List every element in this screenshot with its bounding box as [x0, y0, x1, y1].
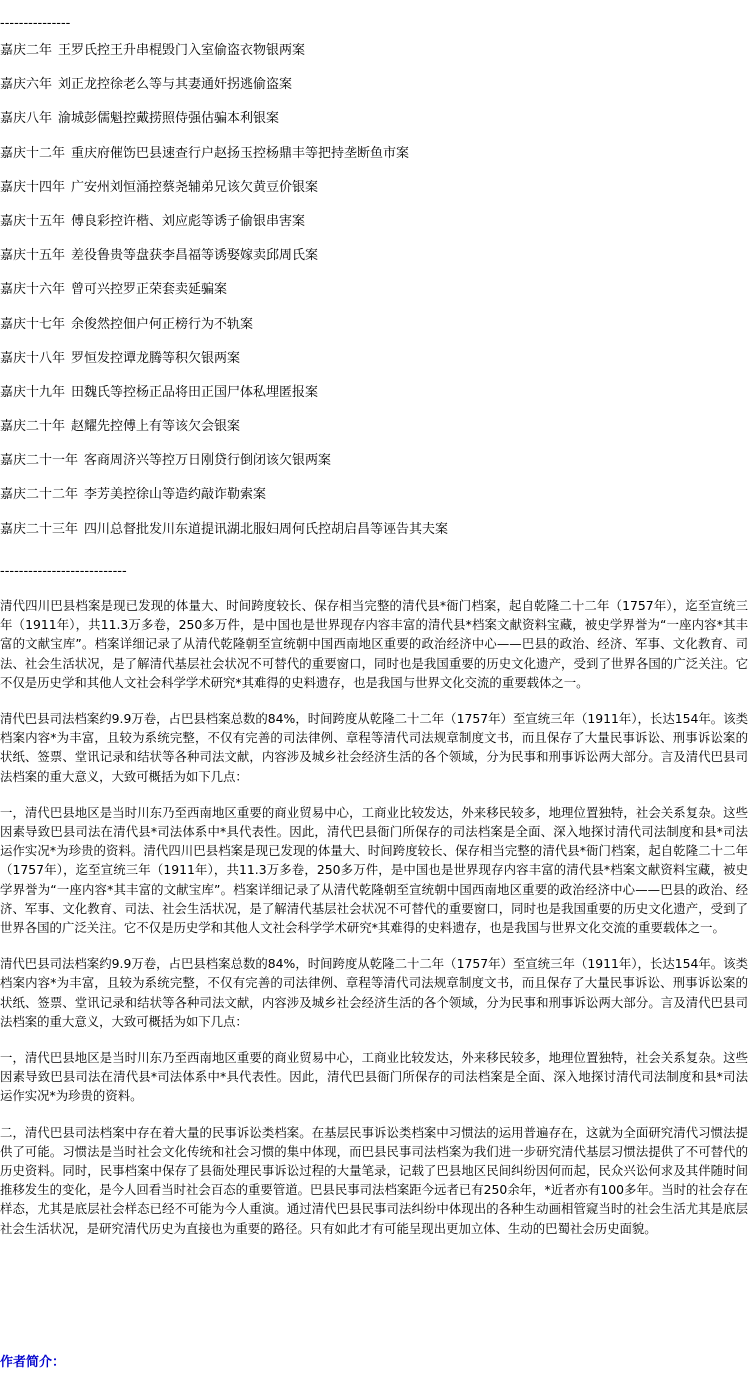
case-reign: 嘉庆十七年: [0, 316, 66, 332]
case-title: 王罗氏控王升串棍毁门入室偷盗衣物银两案: [58, 43, 306, 58]
case-title: 李芳美控徐山等造约敲诈勒索案: [84, 487, 267, 503]
case-reign: 嘉庆十六年: [0, 282, 66, 298]
case-title: 差役鲁贵等盘获李昌福等诱娶嫁卖邱周氏案: [71, 248, 319, 264]
case-title: 刘正龙控徐老么等与其妻通奸拐逃偷盗案: [58, 77, 293, 93]
case-title: 四川总督批发川东道提讯湖北服妇周何氏控胡启昌等诬告其夫案: [84, 521, 449, 537]
case-item: [0, 179, 448, 213]
case-reign: 嘉庆二十三年: [0, 521, 79, 537]
case-title: 傅良彩控许楷、刘应彪等诱子偷银串害案: [71, 213, 306, 229]
case-title: 客商周济兴等控万日刚贷行倒闭该欠银两案: [84, 453, 332, 469]
case-item: [0, 521, 448, 555]
case-item: [0, 452, 448, 486]
case-reign: 嘉庆十五年: [0, 213, 66, 229]
case-reign: 嘉庆八年: [0, 111, 53, 127]
case-title: 曾可兴控罗正荣套卖延骗案: [71, 282, 228, 298]
case-title: 广安州刘恒涌控蔡尧辅弟兄该欠黄豆价银案: [71, 179, 319, 195]
case-item: [0, 418, 448, 452]
top-divider: ---------------: [0, 16, 71, 31]
article-paragraph: 一，清代巴县地区是当时川东乃至西南地区重要的商业贸易中心，工商业比较发达，外来移民较多，地理位置独特，社会关系复杂。这些因素导致巴县司法在清代县*司法体系中*具代表性。因此，清代巴县衙门所保存的司法档案是全面、深入地探讨清代司法制度和县*司法运作实况*为珍贵的资料。清代四川巴县档案是现已发现的体量大、时间跨度较长、保存相当完整的清代县*衙门档案，起自乾隆二十二年（1757年），迄至宣统三年（1911年），共11.3万多卷，250多万件，是中国也是世界现存内容丰富的清代县*档案文献资料宝藏，被史学界誉为“一座内容*其丰富的文献宝库”。档案详细记录了从清代乾隆朝至宣统朝中国西南地区重要的政治经济中心——巴县的政治、经济、军事、文化教育、司法、社会生活状况，是了解清代基层社会状况不可替代的重要窗口，同时也是我国重要的历史文化遗产，受到了世界各国的广泛关注。它不仅是历史学和其他人文社会科学学术研究*其难得的史料遗存，也是我国与世界文化交流的重要载体之一。: [0, 804, 748, 936]
article-body: [0, 596, 748, 1255]
case-title: 罗恒发控谭龙腾等积欠银两案: [71, 350, 241, 366]
bottom-divider: ---------------------------: [0, 564, 127, 579]
article-paragraph: 清代巴县司法档案约9.9万卷，占巴县档案总数的84%，时间跨度从乾隆二十二年（1757年）至宣统三年（1911年），长达154年。该类档案内容*为丰富，且较为系统完整，不仅有完善的司法律例、章程等清代司法规章制度文书，而且保存了大量民事诉讼、刑事诉讼案的状纸、签票、堂讯记录和结状等各种司法文献，内容涉及城乡社会经济生活的各个领域，分为民事和刑事诉讼两大部分。言及清代巴县司法档案的重大意义，大致可概括为如下几点：: [0, 956, 748, 1029]
case-list: [0, 42, 448, 555]
author-intro-heading: 作者简介：: [0, 1355, 66, 1370]
case-item: [0, 42, 448, 76]
case-reign: 嘉庆十四年: [0, 179, 66, 195]
article-paragraph: 清代四川巴县档案是现已发现的体量大、时间跨度较长、保存相当完整的清代县*衙门档案，起自乾隆二十二年（1757年），迄至宣统三年（1911年），共11.3万多卷，250多万件，是中国也是世界现存内容丰富的清代县*档案文献资料宝藏，被史学界誉为“一座内容*其丰富的文献宝库”。档案详细记录了从清代乾隆朝至宣统朝中国西南地区重要的政治经济中心——巴县的政治、经济、军事、文化教育、司法、社会生活状况，是了解清代基层社会状况不可替代的重要窗口，同时也是我国重要的历史文化遗产，受到了世界各国的广泛关注。它不仅是历史学和其他人文社会科学学术研究*其难得的史料遗存，也是我国与世界文化交流的重要载体之一。: [0, 598, 748, 690]
case-reign: 嘉庆二十一年: [0, 453, 79, 469]
article-paragraph: 二，清代巴县司法档案中存在着大量的民事诉讼类档案。在基层民事诉讼类档案中习惯法的运用普遍存在，这就为全面研究清代习惯法提供了可能。习惯法是当时社会文化传统和社会习惯的集中体现，而巴县民事司法档案为我们进一步研究清代基层习惯法提供了不可替代的历史资料。同时，民事档案中保存了县衙处理民事诉讼过程的大量笔录，记载了巴县地区民间纠纷因何而起，民众兴讼何求及其伴随时间推移发生的变化，是今人回看当时社会百态的重要管道。巴县民事司法档案距今远者已有250余年，*近者亦有100多年。当时的社会存在样态，尤其是底层社会样态已经不可能为今人重演。通过清代巴县民事司法纠纷中体现出的各种生动画相管窥当时的社会生活尤其是底层社会生活状况，是研究清代历史为直接也为重要的路径。只有如此才有可能呈现出更加立体、生动的巴蜀社会历史面貌。: [0, 1124, 748, 1236]
case-item: [0, 145, 448, 179]
case-title: 余俊然控佃户何正榜行为不轨案: [71, 316, 254, 332]
case-title: 渝城彭儒魁控戴捞照侍强估骗本利银案: [58, 111, 280, 127]
case-title: 重庆府催饬巴县速查行户赵扬玉控杨鼎丰等把持垄断鱼市案: [71, 145, 410, 161]
article-paragraph: 清代巴县司法档案约9.9万卷，占巴县档案总数的84%，时间跨度从乾隆二十二年（1757年）至宣统三年（1911年），长达154年。该类档案内容*为丰富，且较为系统完整，不仅有完善的司法律例、章程等清代司法规章制度文书，而且保存了大量民事诉讼、刑事诉讼案的状纸、签票、堂讯记录和结状等各种司法文献，内容涉及城乡社会经济生活的各个领域，分为民事和刑事诉讼两大部分。言及清代巴县司法档案的重大意义，大致可概括为如下几点：: [0, 711, 748, 784]
case-item: [0, 247, 448, 281]
case-title: 田魏氏等控杨正品将田正国尸体私埋匿报案: [71, 384, 319, 400]
case-item: [0, 281, 448, 315]
case-title: 赵耀先控傅上有等该欠会银案: [71, 419, 241, 435]
case-reign: 嘉庆二十二年: [0, 487, 79, 503]
case-reign: 嘉庆十五年: [0, 248, 66, 264]
case-item: [0, 213, 448, 247]
case-reign: 嘉庆十九年: [0, 384, 66, 400]
case-reign: 嘉庆二十年: [0, 419, 66, 435]
case-reign: 嘉庆二年: [0, 43, 53, 58]
article-paragraph: 一，清代巴县地区是当时川东乃至西南地区重要的商业贸易中心，工商业比较发达，外来移民较多，地理位置独特，社会关系复杂。这些因素导致巴县司法在清代县*司法体系中*具代表性。因此，清代巴县衙门所保存的司法档案是全面、深入地探讨清代司法制度和县*司法运作实况*为珍贵的资料。: [0, 1050, 748, 1104]
case-item: [0, 384, 448, 418]
case-reign: 嘉庆十八年: [0, 350, 66, 366]
case-reign: 嘉庆六年: [0, 77, 53, 93]
case-item: [0, 350, 448, 384]
case-item: [0, 486, 448, 520]
case-reign: 嘉庆十二年: [0, 145, 66, 161]
case-item: [0, 316, 448, 350]
case-item: [0, 110, 448, 144]
case-item: [0, 76, 448, 110]
